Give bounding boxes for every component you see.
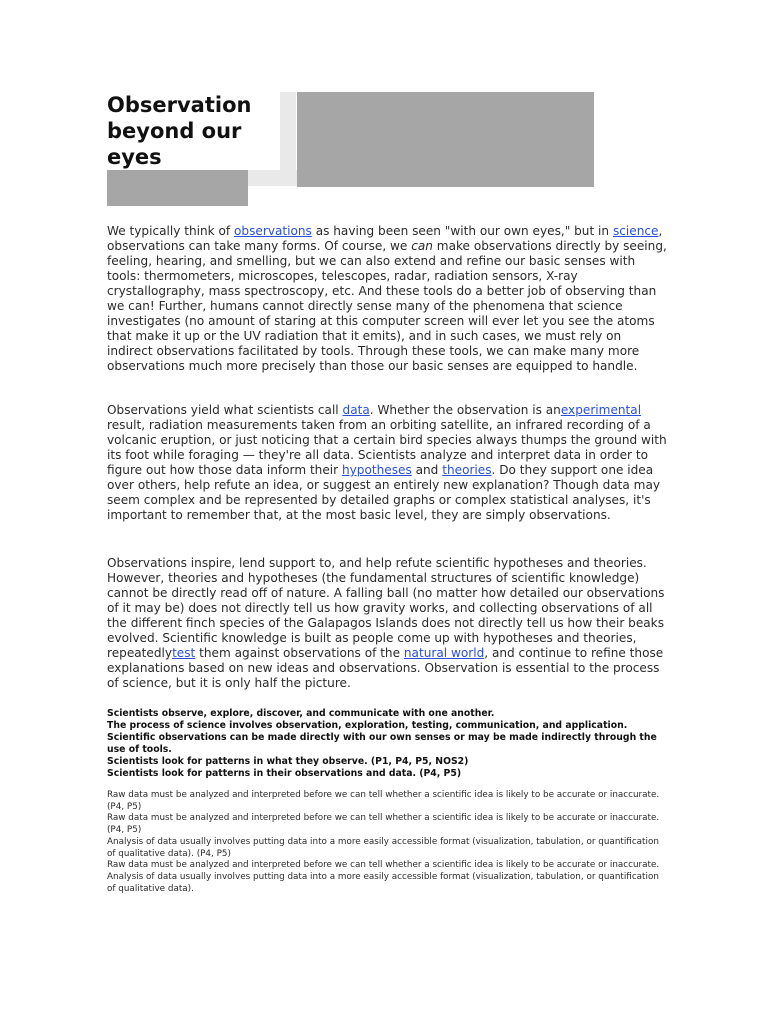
link-data[interactable]: data xyxy=(342,403,370,417)
paragraph-data xyxy=(107,403,667,523)
learning-goal: Scientific observations can be made directly with our own senses or may be made indirectly through the use of tools. xyxy=(107,732,657,755)
para1-emphasis: can xyxy=(411,239,433,253)
para3-text: them against observations of the xyxy=(195,646,404,660)
paragraph-observations xyxy=(107,224,667,374)
learning-goal: Scientists look for patterns in their observations and data. (P4, P5) xyxy=(107,768,462,779)
link-hypotheses[interactable]: hypotheses xyxy=(341,463,412,477)
para2-text: . Do they support one idea over others, help refute an idea, or suggest an entirely new explanation? Though data may seem complex and be represented by detailed graphs or complex statistical analyses, it's important to remember that, at the most basic level, they are simply observations. xyxy=(107,463,661,522)
link-test[interactable]: test xyxy=(172,646,196,660)
para1-text: , observations can take many forms. Of course, we xyxy=(107,224,663,253)
paragraph-knowledge xyxy=(107,556,667,691)
link-science[interactable]: science xyxy=(612,224,659,238)
image-placeholder-small xyxy=(107,170,248,206)
analysis-note: Raw data must be analyzed and interpreted before we can tell whether a scientific idea is likely to be accurate or inaccurate. (P4, P5) xyxy=(107,790,660,812)
learning-goal: Scientists look for patterns in what they observe. (P1, P4, P5, NOS2) xyxy=(107,756,469,767)
para1-text: as having been seen "with our own eyes," but in xyxy=(311,224,613,238)
link-natural-world[interactable]: natural world xyxy=(403,646,485,660)
para3-text: Observations inspire, lend support to, and help refute scientific hypotheses and theories. However, theories and hypotheses (the fundamental structures of scientific knowledge) cannot be directly read off of nature. A falling ball (no matter how detailed our observations of it may be) does not directly tell us how gravity works, and collecting observations of all the different finch species of the Galapagos Islands does not directly tell us how their beaks evolved. Scientific knowledge is built as people come up with hypotheses and theories, repeatedly xyxy=(107,556,665,660)
para2-text: result, radiation measurements taken from an orbiting satellite, an infrared recording of a volcanic eruption, or just noticing that a certain bird species always thumps the ground with its foot while foraging — they're all data. Scientists analyze and interpret data in order to figure out how those data inform their xyxy=(107,418,667,477)
analysis-note: Raw data must be analyzed and interpreted before we can tell whether a scientific idea is likely to be accurate or inaccurate. (P4, P5) xyxy=(107,813,660,836)
para1-text: make observations directly by seeing, feeling, hearing, and smelling, but we can also extend and refine our basic senses with tools: thermometers, microscopes, telescopes, radar, radiation sensors, X-ray crystallography, mass spectroscopy, etc. And these tools do a better job of observing than we can! Further, humans cannot directly sense many of the phenomena that science investigates (no amount of staring at this computer screen will ever let you see the atoms that make it up or the UV radiation that it emits), and in such cases, we must rely on indirect observations facilitated by tools. Through these tools, we can make many more observations much more precisely than those our basic senses are equipped to handle. xyxy=(107,239,667,373)
analysis-note: Raw data must be analyzed and interpreted before we can tell whether a scientific idea is likely to be accurate or inaccurate. xyxy=(107,860,660,871)
image-placeholder-backdrop xyxy=(280,92,296,170)
learning-goal: The process of science involves observation, exploration, testing, communication, and application. xyxy=(107,720,628,731)
data-analysis-notes xyxy=(107,790,667,895)
para3-text: , and continue to refine those explanations based on new ideas and observations. Observation is essential to the process of science, but it is only half the picture. xyxy=(107,646,664,690)
learning-goal: Scientists observe, explore, discover, and communicate with one another. xyxy=(107,708,495,719)
image-placeholder-large xyxy=(297,92,594,187)
para2-text: and xyxy=(411,463,443,477)
link-observations[interactable]: observations xyxy=(234,224,312,238)
link-theories[interactable]: theories xyxy=(442,463,492,477)
learning-goals-list xyxy=(107,708,667,780)
analysis-note: Analysis of data usually involves putting data into a more easily accessible format (visualization, tabulation, or quantification of qualitative data). xyxy=(107,871,659,894)
para2-text: Observations yield what scientists call xyxy=(107,403,343,417)
para1-text: We typically think of xyxy=(107,224,235,238)
page-title: Observation beyond our eyes xyxy=(107,93,252,169)
analysis-note: Analysis of data usually involves putting data into a more easily accessible format (visualization, tabulation, or quantification of qualitative data). (P4, P5) xyxy=(107,836,659,859)
para2-text: . Whether the observation is an xyxy=(369,403,561,417)
link-experimental[interactable]: experimental xyxy=(560,403,642,417)
